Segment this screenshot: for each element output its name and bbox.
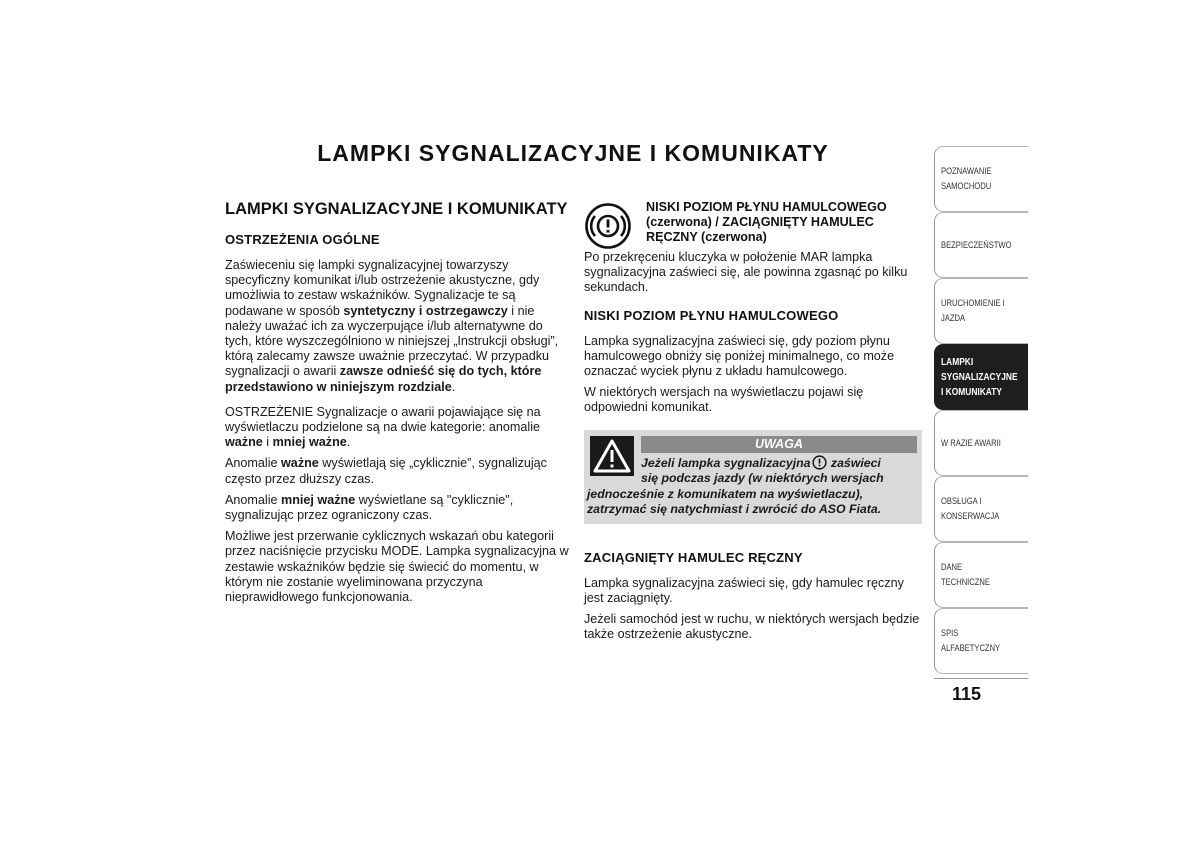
handbrake-paragraph-1: Lampka sygnalizacyjna zaświeci się, gdy hamulec ręczny jest zaciągnięty. bbox=[584, 575, 904, 606]
general-paragraph-1: Zaświeceniu się lampki sygnalizacyjnej towarzyszy specyficzny komunikat i/lub ostrzeżenie akustyczne, gdy umożliwia to zestaw wskaźników. Sygnalizacje te są podawane w sposób syntetyczny i ostrzegawczy i nie należy uważać ich za wyczerpujące i/lub alternatywne do tych, które wyszczególniono w niniejszej „Instrukcji obsługi”, którą zalecamy zawsze uważnie przeczytać. W przypadku sygnalizacji o awarii zawsze odnieść się do tych, które przedstawiono w niniejszym rozdziale. bbox=[225, 258, 559, 394]
brake-indicator-heading bbox=[584, 200, 922, 250]
page-title: LAMPKI SYGNALIZACYJNE I KOMUNIKATY bbox=[317, 140, 829, 166]
brake-intro-text: Po przekręceniu kluczyka w położenie MAR lampka sygnalizacyjna zaświeci się, ale powinna zgasnąć po kilku sekundach. bbox=[584, 250, 908, 295]
tab-dane-techniczne[interactable]: DANE TECHNICZNE bbox=[934, 542, 1028, 608]
tab-poznawanie-samochodu[interactable]: POZNAWANIE SAMOCHODU bbox=[934, 146, 1028, 212]
tab-spis-alfabetyczny[interactable]: SPIS ALFABETYCZNY bbox=[934, 608, 1028, 674]
brake-warning-inline-icon bbox=[812, 455, 827, 470]
chapter-tabs bbox=[934, 146, 1028, 674]
warning-text: Jeżeli lampka sygnalizacyjna zaświeci się podczas jazdy (w niektórych wersjach jednocześnie z komunikatem na wyświetlaczu), zatrzymać się natychmiast i zwrócić do ASO Fiata. bbox=[587, 455, 884, 517]
tab-lampki-sygnalizacyjne[interactable]: LAMPKI SYGNALIZACYJNE I KOMUNIKATY bbox=[934, 344, 1028, 410]
sidebar-bottom-rule bbox=[934, 678, 1028, 679]
general-warnings-title: OSTRZEŻENIA OGÓLNE bbox=[225, 232, 380, 247]
general-paragraph-5: Możliwe jest przerwanie cyklicznych wskazań obu kategorii przez naciśnięcie przycisku MODE. Lampka sygnalizacyjna w zestawie wskaźników będzie się świecić do momentu, w którym nie zostanie wyeliminowana przyczyna nieprawidłowego funkcjonowania. bbox=[225, 529, 569, 605]
left-column bbox=[225, 200, 570, 611]
right-column bbox=[584, 200, 922, 649]
section-title: LAMPKI SYGNALIZACYJNE I KOMUNIKATY bbox=[225, 200, 568, 218]
low-fluid-title: NISKI POZIOM PŁYNU HAMULCOWEGO bbox=[584, 307, 839, 323]
handbrake-title: ZACIĄGNIĘTY HAMULEC RĘCZNY bbox=[584, 549, 803, 565]
brake-warning-icon bbox=[584, 202, 632, 250]
tab-bezpieczenstwo[interactable]: BEZPIECZEŃSTWO bbox=[934, 212, 1028, 278]
low-fluid-paragraph-2: W niektórych wersjach na wyświetlaczu pojawi się odpowiedni komunikat. bbox=[584, 385, 864, 415]
tab-uruchomienie-i-jazda[interactable]: URUCHOMIENIE I JAZDA bbox=[934, 278, 1028, 344]
general-paragraph-4: Anomalie mniej ważne wyświetlane są "cyklicznie", sygnalizując przez ograniczony czas. bbox=[225, 492, 514, 523]
general-paragraph-3: Anomalie ważne wyświetlają się „cyklicznie”, sygnalizując często przez dłuższy czas. bbox=[225, 456, 547, 486]
warning-triangle-icon bbox=[590, 436, 634, 476]
tab-w-razie-awarii[interactable]: W RAZIE AWARII bbox=[934, 410, 1028, 476]
handbrake-paragraph-2: Jeżeli samochód jest w ruchu, w niektórych wersjach będzie także ostrzeżenie akustyczne. bbox=[584, 612, 920, 642]
warning-header: UWAGA bbox=[641, 436, 917, 453]
page-number: 115 bbox=[952, 684, 982, 704]
general-paragraph-2: OSTRZEŻENIE Sygnalizacje o awarii pojawiające się na wyświetlaczu podzielone są na dwie kategorie: anomalie ważne i mniej ważne. bbox=[225, 404, 541, 450]
warning-box bbox=[584, 430, 922, 524]
tab-obsluga-i-konserwacja[interactable]: OBSŁUGA I KONSERWACJA bbox=[934, 476, 1028, 542]
brake-indicator-title: NISKI POZIOM PŁYNU HAMULCOWEGO (czerwona) / ZACIĄGNIĘTY HAMULEC RĘCZNY (czerwona) bbox=[646, 200, 887, 244]
low-fluid-paragraph-1: Lampka sygnalizacyjna zaświeci się, gdy poziom płynu hamulcowego obniży się poniżej minimalnego, co może oznaczać wyciek płynu z układu hamulcowego. bbox=[584, 333, 895, 379]
